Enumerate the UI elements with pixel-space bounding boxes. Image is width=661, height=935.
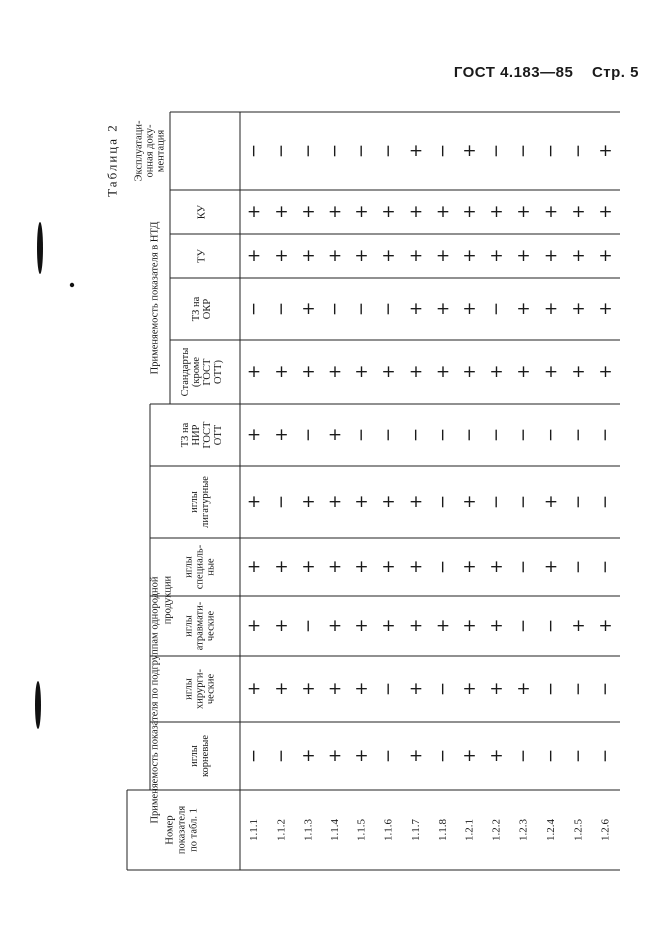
applicability-mark: + [327,246,343,266]
row-number: 1.2.3 [517,819,530,841]
applicability-mark: − [513,494,534,510]
column-header-label: (кроме [191,356,202,388]
applicability-mark: − [351,301,372,317]
applicability-mark: + [246,246,262,266]
applicability-mark: − [433,143,453,159]
row-number: 1.1.4 [329,819,341,841]
applicability-mark: + [381,616,396,636]
column-header-label: ГОСТ [202,421,213,449]
applicability-mark: + [543,362,559,382]
applicability-mark: + [408,616,424,636]
applicability-mark: − [433,748,453,764]
applicability-mark: + [246,616,262,636]
applicability-mark: + [543,299,559,319]
applicability-mark: − [568,559,589,575]
row-number: 1.2.6 [599,819,612,841]
row-number: 1.1.6 [382,819,395,841]
applicability-mark: + [435,246,451,266]
applicability-mark: + [301,362,316,382]
applicability-mark: + [489,616,504,636]
applicability-mark: + [354,557,369,577]
applicability-mark: − [271,494,292,510]
applicability-mark: − [406,427,426,443]
applicability-mark: + [462,616,477,636]
column-header-label: иглы [183,615,195,637]
column-header-label: иглы [189,745,200,767]
applicability-mark: + [327,492,343,512]
column-header-label: хирурги- [194,669,206,709]
applicability-mark: + [598,202,613,222]
applicability-mark: + [462,679,477,699]
applicability-mark: + [327,362,343,382]
row-number: 1.1.1 [248,819,260,841]
column-header-label: Эксплуатаци- [133,120,145,182]
applicability-mark: − [378,748,399,764]
applicability-mark: − [513,143,534,159]
applicability-mark: + [543,202,559,222]
applicability-mark: + [516,362,531,382]
applicability-mark: − [433,559,453,575]
applicability-mark: − [541,618,561,634]
applicability-mark: − [513,559,534,575]
applicability-mark: + [301,202,316,222]
group-header-ntd: Применяемость показателя в НТД [149,221,161,375]
applicability-mark: + [274,425,289,445]
applicability-mark: − [433,427,453,443]
applicability-mark: − [433,494,453,510]
applicability-mark: + [354,679,369,699]
row-number: 1.2.2 [490,819,503,841]
row-number: 1.1.3 [302,819,315,841]
column-header-label: онная доку- [144,124,156,178]
column-header-label: КУ [196,204,208,220]
applicability-mark: + [489,679,504,699]
applicability-mark: + [462,746,477,766]
applicability-mark: − [271,301,292,317]
column-header-label: НИР [191,424,202,446]
applicability-mark: + [301,746,316,766]
applicability-mark: + [408,557,424,577]
applicability-mark: + [408,362,424,382]
applicability-mark: − [568,494,589,510]
applicability-mark: − [513,427,534,443]
applicability-mark: + [301,557,316,577]
applicability-mark: − [244,301,264,317]
column-header-label: ментация [155,129,167,173]
applicability-mark: − [568,748,589,764]
applicability-mark: + [354,362,369,382]
group-header-product-line2: продукции [162,575,174,625]
applicability-mark: − [595,427,616,443]
applicability-mark: + [462,141,477,161]
column-header-label: специаль- [194,544,206,590]
applicability-mark: + [516,202,531,222]
applicability-mark: − [244,748,264,764]
row-header-label: показателя [176,805,188,855]
applicability-mark: + [408,746,424,766]
column-header-label: Стандарты [180,347,191,397]
table-caption: Таблица 2 [104,123,120,197]
applicability-mark: − [459,427,480,443]
applicability-mark: + [301,299,316,319]
applicability-mark: + [246,362,262,382]
column-header-label: ные [205,558,217,576]
applicability-mark: + [598,616,613,636]
applicability-mark: + [435,616,451,636]
column-header-label: лигатурные [200,476,211,528]
applicability-mark: − [298,427,319,443]
applicability-mark: + [246,202,262,222]
applicability-mark: − [298,143,319,159]
table-body [105,120,616,854]
row-header-label: Номер [164,815,176,845]
applicability-mark: + [381,202,396,222]
applicability-mark: + [571,246,586,266]
column-header-label: ОКР [202,298,213,320]
column-header-label: атравмати- [194,601,206,651]
page-number: Стр. 5 [591,64,639,81]
applicability-mark: + [327,202,343,222]
applicability-mark: + [381,362,396,382]
applicability-mark: + [543,557,559,577]
applicability-mark: + [516,299,531,319]
applicability-mark: + [381,246,396,266]
applicability-mark: + [462,299,477,319]
applicability-mark: − [568,681,589,697]
applicability-mark: + [571,616,586,636]
applicability-mark: + [246,425,262,445]
applicability-mark: − [325,143,345,159]
applicability-mark: + [408,299,424,319]
applicability-mark: + [274,557,289,577]
applicability-mark: + [274,362,289,382]
applicability-mark: + [462,202,477,222]
applicability-mark: + [571,362,586,382]
applicability-mark: − [513,618,534,634]
applicability-mark: − [486,427,507,443]
row-number: 1.1.5 [355,819,368,841]
applicability-mark: + [327,679,343,699]
applicability-mark: + [462,557,477,577]
applicability-mark: + [462,246,477,266]
column-header-label: ческие [205,673,217,705]
applicability-mark: + [489,362,504,382]
applicability-mark: − [378,427,399,443]
row-number: 1.2.5 [572,819,585,841]
applicability-mark: + [489,557,504,577]
applicability-mark: + [435,362,451,382]
applicability-mark: + [327,557,343,577]
column-header-label: ческие [205,610,217,642]
applicability-mark: + [598,141,613,161]
applicability-mark: − [244,143,264,159]
applicability-mark: − [351,143,372,159]
applicability-mark: + [516,246,531,266]
scan-artifact-mark [35,681,41,729]
applicability-mark: + [327,616,343,636]
applicability-mark: − [378,301,399,317]
applicability-mark: + [274,246,289,266]
applicability-mark: + [571,299,586,319]
applicability-mark: + [462,492,477,512]
applicability-mark: − [541,143,561,159]
applicability-mark: − [568,427,589,443]
column-header-label: иглы [189,491,200,513]
applicability-mark: + [354,202,369,222]
applicability-mark: + [598,299,613,319]
column-header-label: иглы [183,556,195,578]
applicability-mark: − [351,427,372,443]
column-header-label: иглы [183,678,195,700]
row-number: 1.1.7 [410,819,422,841]
applicability-mark: + [489,246,504,266]
applicability-mark: + [246,492,262,512]
applicability-mark: + [274,679,289,699]
applicability-mark: − [486,143,507,159]
row-header-label: по табл. 1 [188,808,200,852]
applicability-mark: − [486,494,507,510]
applicability-mark: + [381,492,396,512]
applicability-mark: + [462,362,477,382]
applicability-mark: + [354,746,369,766]
applicability-mark: − [541,427,561,443]
row-number: 1.1.2 [275,819,288,841]
applicability-mark: − [595,681,616,697]
applicability-mark: + [408,141,424,161]
applicability-mark: − [378,143,399,159]
applicability-mark: + [246,679,262,699]
applicability-mark: + [408,246,424,266]
applicability-mark: + [301,492,316,512]
applicability-mark: + [598,362,613,382]
applicability-mark: + [327,425,343,445]
applicability-mark: + [598,246,613,266]
applicability-mark: − [433,681,453,697]
applicability-mark: + [274,616,289,636]
applicability-mark: − [271,748,292,764]
applicability-mark: + [543,246,559,266]
applicability-mark: + [489,202,504,222]
applicability-mark: − [568,143,589,159]
standard-number: ГОСТ 4.183—85 [453,64,574,81]
applicability-mark: + [408,679,424,699]
column-header-label: ТЗ на [180,422,191,448]
applicability-mark: + [408,202,424,222]
row-number: 1.1.8 [437,819,449,841]
group-header-product: Применяемость показателя по подгруппам однородной [149,576,161,824]
column-header-label: ОТТ [213,424,224,446]
row-number: 1.2.4 [545,819,557,841]
column-header-label: ТУ [196,249,208,263]
applicability-mark: − [595,559,616,575]
applicability-mark: + [246,557,262,577]
scan-artifact-mark [37,222,43,274]
column-header-label: корневые [200,734,211,778]
applicability-mark: − [378,681,399,697]
applicability-mark: + [489,746,504,766]
applicability-mark: − [486,301,507,317]
applicability-mark: + [301,679,316,699]
applicability-mark: − [541,681,561,697]
applicability-mark: + [354,616,369,636]
applicability-mark: + [301,246,316,266]
applicability-mark: + [327,746,343,766]
applicability-mark: + [435,299,451,319]
applicability-mark: + [571,202,586,222]
column-header-label: ГОСТ [202,358,213,386]
applicability-mark: + [516,679,531,699]
applicability-mark: − [595,748,616,764]
row-number: 1.2.1 [463,819,476,841]
applicability-mark: + [543,492,559,512]
column-header-label: ОТТ) [213,360,224,384]
applicability-mark: − [325,301,345,317]
column-header-label: ТЗ на [191,296,202,322]
applicability-mark: − [298,618,319,634]
applicability-mark: − [513,748,534,764]
applicability-mark: + [354,492,369,512]
applicability-mark: + [354,246,369,266]
applicability-mark: − [595,494,616,510]
applicability-mark: + [381,557,396,577]
applicability-mark: − [271,143,292,159]
applicability-mark: + [435,202,451,222]
scan-artifact-dot [70,283,74,287]
applicability-mark: − [541,748,561,764]
applicability-mark: + [408,492,424,512]
applicability-mark: + [274,202,289,222]
